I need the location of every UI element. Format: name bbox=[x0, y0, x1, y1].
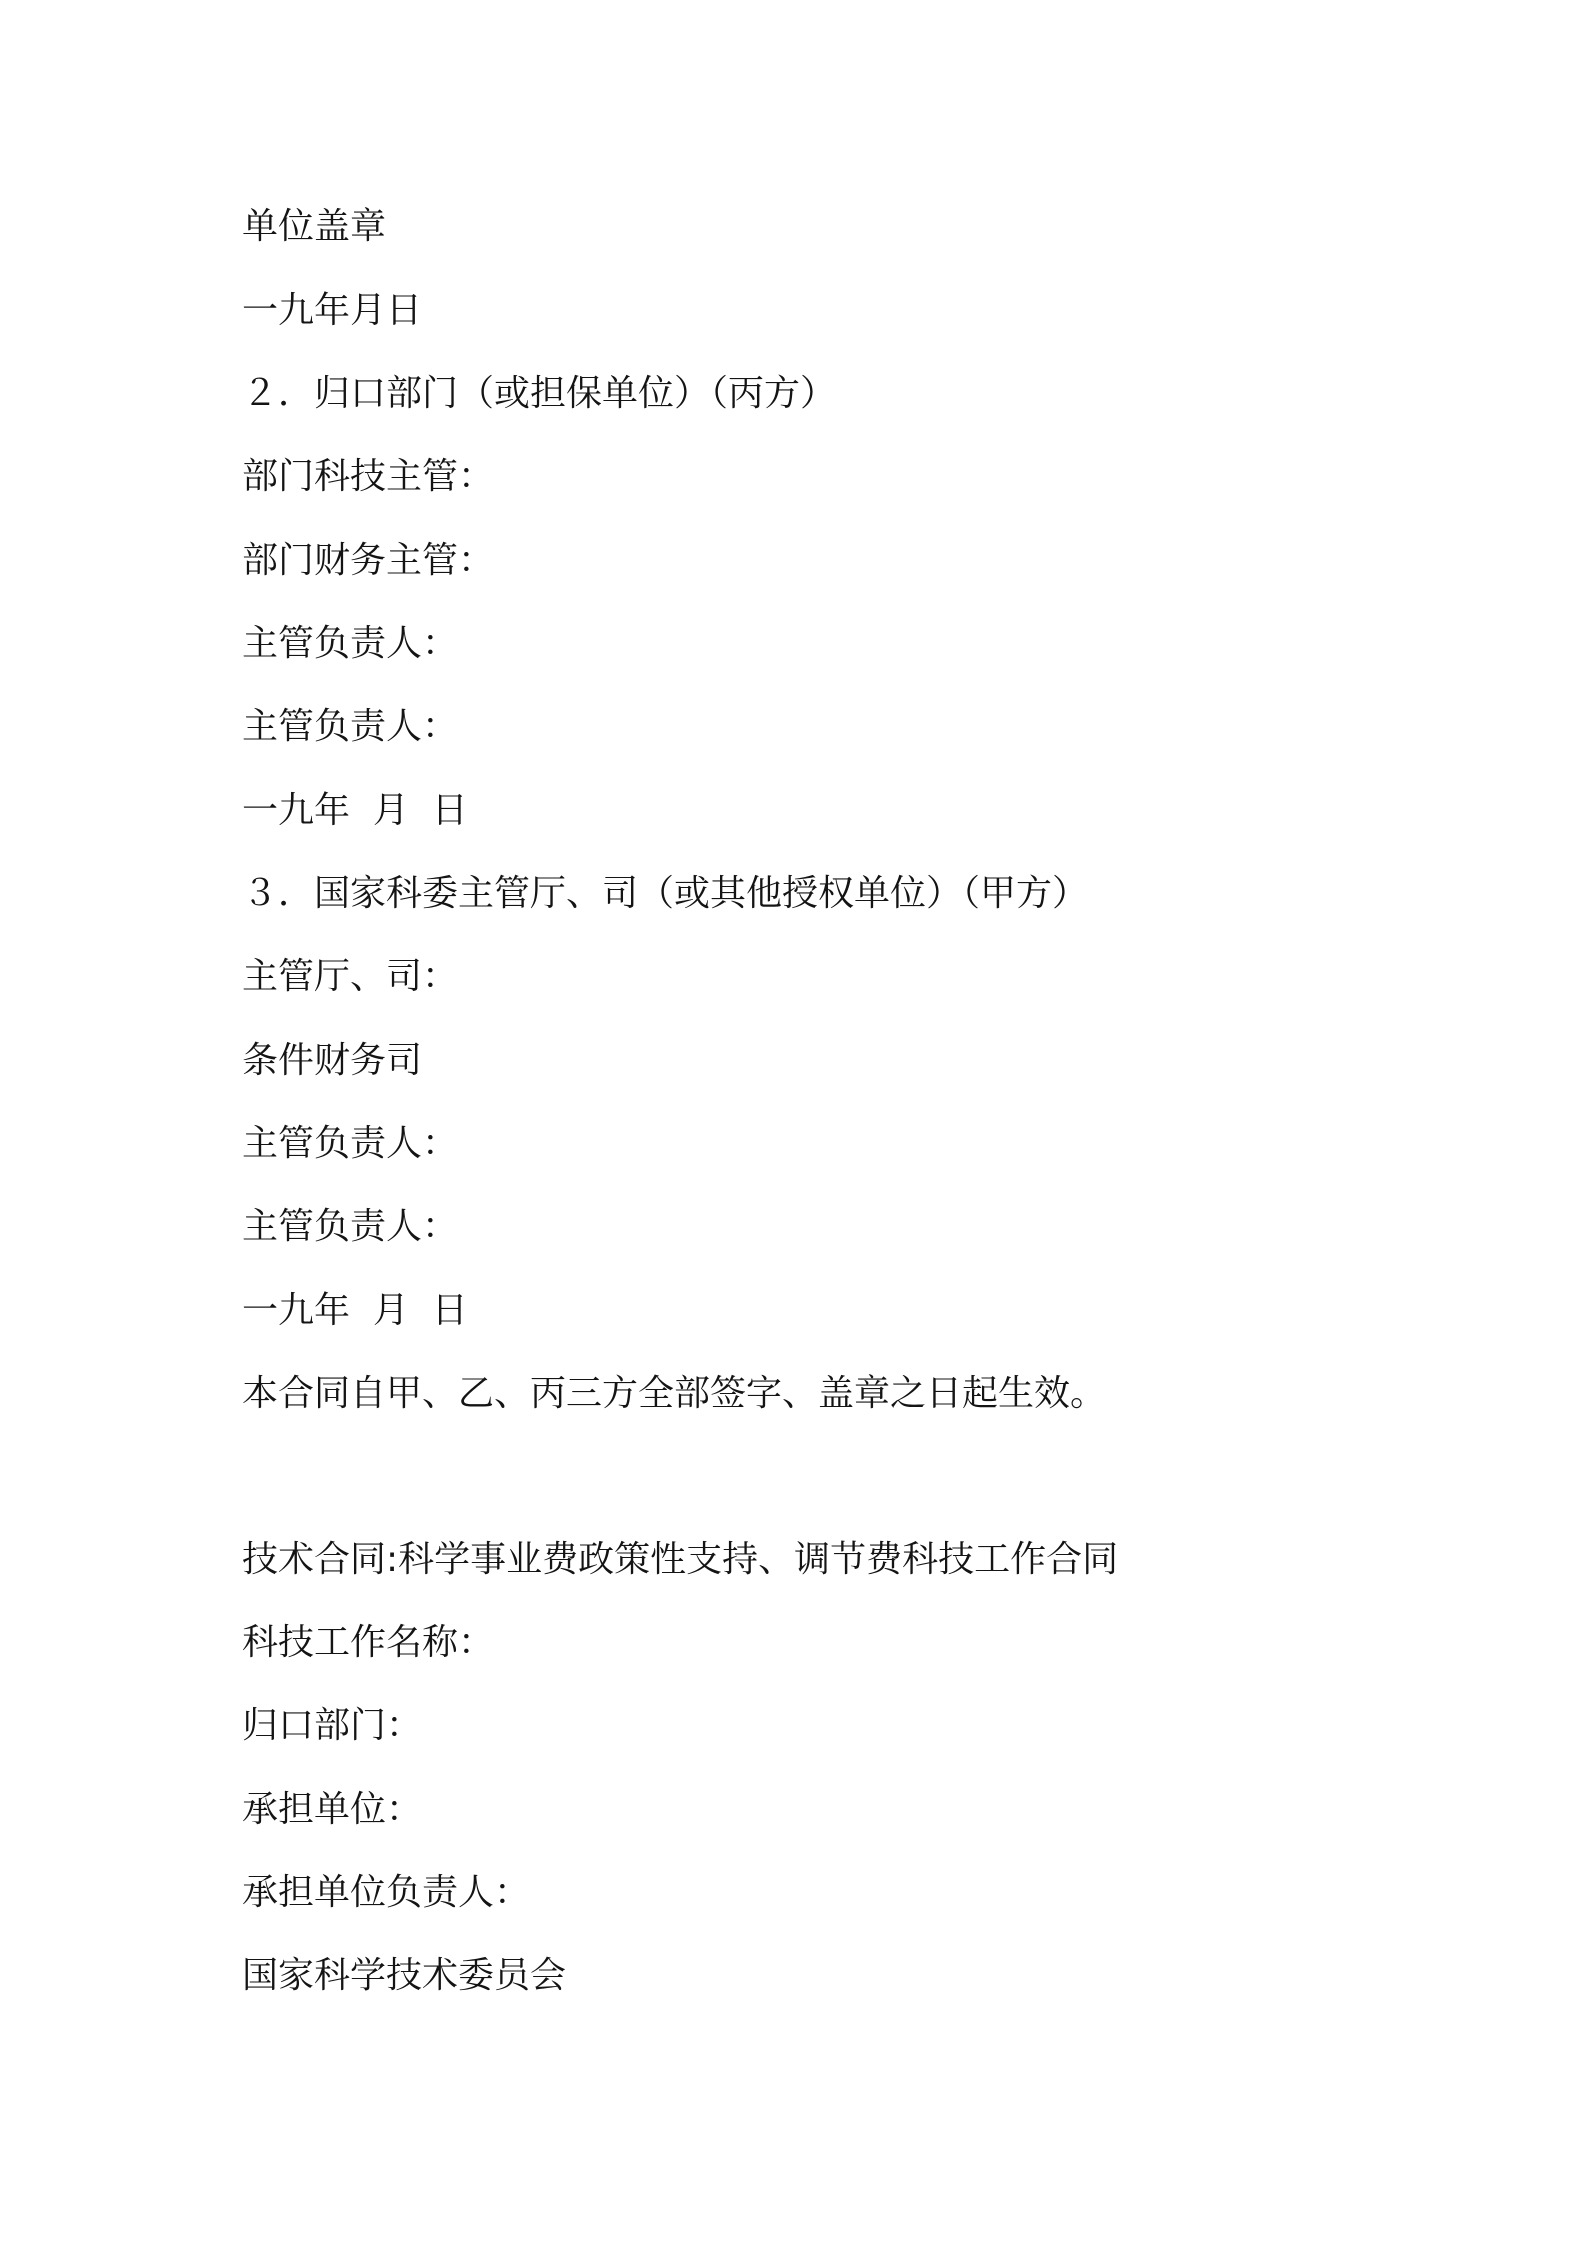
text-line: 主管负责人： bbox=[242, 1206, 459, 1247]
text-line: 条件财务司 bbox=[242, 1040, 423, 1081]
contract-title: 技术合同:科学事业费政策性支持、调节费科技工作合同 bbox=[242, 1539, 1119, 1580]
text-line: 主管负责人： bbox=[242, 1123, 459, 1164]
date-line: 一九年 月 日 bbox=[242, 1290, 468, 1331]
text-line: 主管负责人： bbox=[242, 706, 459, 747]
text-line: 部门财务主管： bbox=[242, 540, 495, 581]
section-heading: ２．归口部门（或担保单位）（丙方） bbox=[242, 373, 837, 414]
text-line: 承担单位负责人： bbox=[242, 1872, 531, 1913]
text-line: 科技工作名称： bbox=[242, 1622, 495, 1663]
text-line: 主管负责人： bbox=[242, 623, 459, 664]
effective-clause: 本合同自甲、乙、丙三方全部签字、盖章之日起生效。 bbox=[242, 1373, 1107, 1414]
section-heading: ３．国家科委主管厅、司（或其他授权单位）（甲方） bbox=[242, 873, 1089, 914]
text-line: 归口部门： bbox=[242, 1705, 423, 1746]
date-line: 一九年 月 日 bbox=[242, 790, 468, 831]
text-line: 承担单位： bbox=[242, 1789, 423, 1830]
text-line: 部门科技主管： bbox=[242, 456, 495, 497]
text-line: 一九年月日 bbox=[242, 290, 423, 331]
text-line: 国家科学技术委员会 bbox=[242, 1955, 567, 1996]
text-line: 单位盖章 bbox=[242, 206, 387, 247]
text-line: 主管厅、司： bbox=[242, 956, 459, 997]
